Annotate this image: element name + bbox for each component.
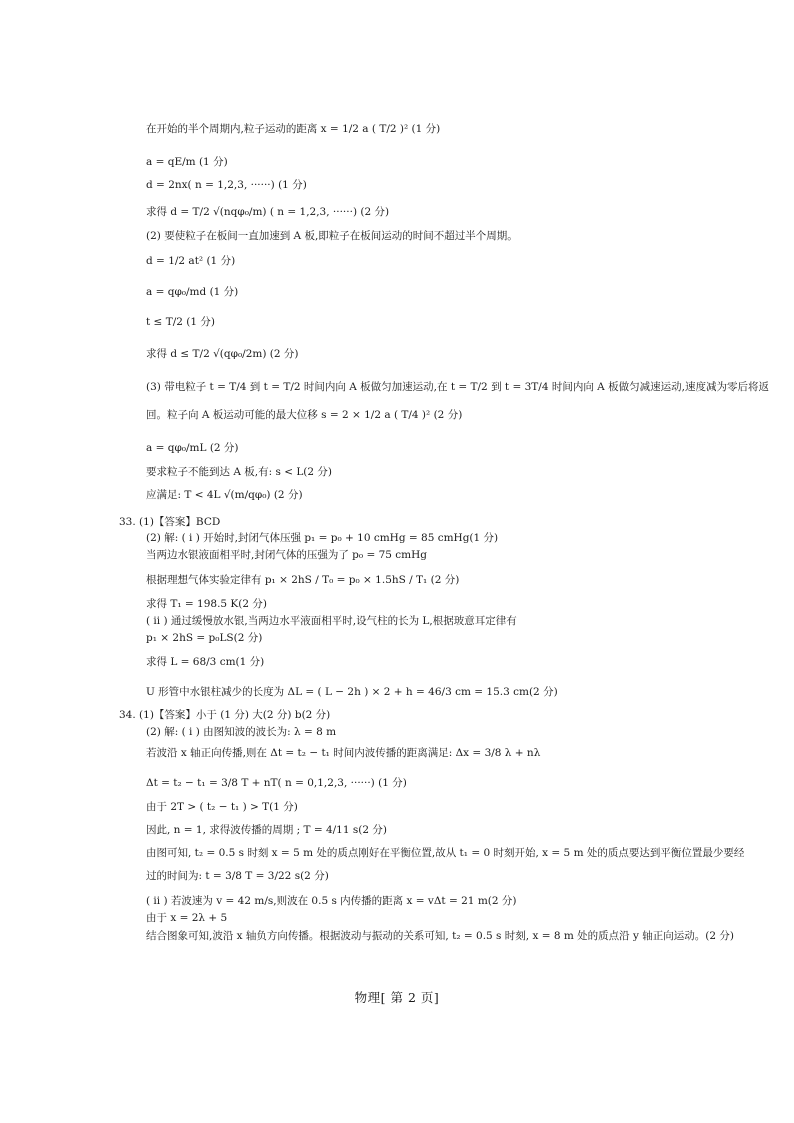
text-line: 因此, n = 1, 求得波传播的周期 ; T = 4/11 s(2 分) (146, 824, 387, 836)
text-line: 回。粒子向 A 板运动可能的最大位移 s = 2 × 1/2 a ( T/4 )² (2 分) (146, 409, 463, 421)
text-line: t ≤ T/2 (1 分) (146, 316, 215, 328)
text-line: 要求粒子不能到达 A 板,有: s < L(2 分) (146, 466, 333, 478)
text-line: (3) 带电粒子 t = T/4 到 t = T/2 时间内向 A 板做匀加速运动,在 t = T/2 到 t = 3T/4 时间内向 A 板做匀减速运动,速度减为零后将返 (146, 381, 769, 393)
text-line: d = 1/2 at² (1 分) (146, 255, 236, 267)
text-line: 过的时间为: t = 3/8 T = 3/22 s(2 分) (146, 870, 329, 882)
text-line: (2) 要使粒子在板间一直加速到 A 板,即粒子在板间运动的时间不超过半个周期。 (146, 230, 518, 242)
text-line: 根据理想气体实验定律有 p₁ × 2hS / T₀ = p₀ × 1.5hS / T₁ (2 分) (146, 574, 460, 586)
text-line: (2) 解: ( ⅰ ) 由图知波的波长为: λ = 8 m (146, 726, 337, 738)
text-line: ( ⅱ ) 通过缓慢放水银,当两边水平液面相平时,设气柱的长为 L,根据玻意耳定律有 (146, 615, 517, 627)
text-line: 若波沿 x 轴正向传播,则在 Δt = t₂ − t₁ 时间内波传播的距离满足: Δx = 3/8 λ + nλ (146, 747, 541, 759)
text-line: (2) 解: ( ⅰ ) 开始时,封闭气体压强 p₁ = p₀ + 10 cmHg = 85 cmHg(1 分) (146, 532, 499, 544)
text-line: 求得 d = T/2 √(nqφ₀/m) ( n = 1,2,3, ······) (2 分) (146, 206, 390, 218)
text-line: U 形管中水银柱减少的长度为 ΔL = ( L − 2h ) × 2 + h = 46/3 cm = 15.3 cm(2 分) (146, 686, 558, 698)
text-line: 结合图象可知,波沿 x 轴负方向传播。根据波动与振动的关系可知, t₂ = 0.5 s 时刻, x = 8 m 处的质点沿 y 轴正向运动。(2 分) (146, 930, 734, 942)
text-line: ( ⅱ ) 若波速为 v = 42 m/s,则波在 0.5 s 内传播的距离 x = vΔt = 21 m(2 分) (146, 895, 517, 907)
text-line: 在开始的半个周期内,粒子运动的距离 x = 1/2 a ( T/2 )² (1 分) (146, 123, 441, 135)
text-line: a = qφ₀/md (1 分) (146, 286, 239, 298)
text-line: 应满足: T < 4L √(m/qφ₀) (2 分) (146, 489, 303, 501)
question-34-answer: 34. (1)【答案】小于 (1 分) 大(2 分) b(2 分) (119, 709, 331, 721)
text-line: a = qE/m (1 分) (146, 156, 228, 168)
text-line: 求得 T₁ = 198.5 K(2 分) (146, 598, 267, 610)
question-33-answer: 33. (1)【答案】BCD (119, 516, 221, 528)
text-line: Δt = t₂ − t₁ = 3/8 T + nT( n = 0,1,2,3, ······) (1 分) (146, 777, 407, 789)
page-footer: 物理[ 第 2 页] (354, 990, 440, 1005)
text-line: 求得 L = 68/3 cm(1 分) (146, 656, 265, 668)
text-line: d = 2nx( n = 1,2,3, ······) (1 分) (146, 179, 307, 191)
text-line: 由于 x = 2λ + 5 (146, 912, 228, 924)
text-line: 由图可知, t₂ = 0.5 s 时刻 x = 5 m 处的质点刚好在平衡位置,故从 t₁ = 0 时刻开始, x = 5 m 处的质点要达到平衡位置最少要经 (146, 847, 745, 859)
text-line: p₁ × 2hS = p₀LS(2 分) (146, 632, 263, 644)
text-line: 求得 d ≤ T/2 √(qφ₀/2m) (2 分) (146, 348, 299, 360)
text-line: a = qφ₀/mL (2 分) (146, 442, 239, 454)
text-line: 由于 2T > ( t₂ − t₁ ) > T(1 分) (146, 801, 298, 813)
text-line: 当两边水银液面相平时,封闭气体的压强为了 p₀ = 75 cmHg (146, 549, 427, 561)
